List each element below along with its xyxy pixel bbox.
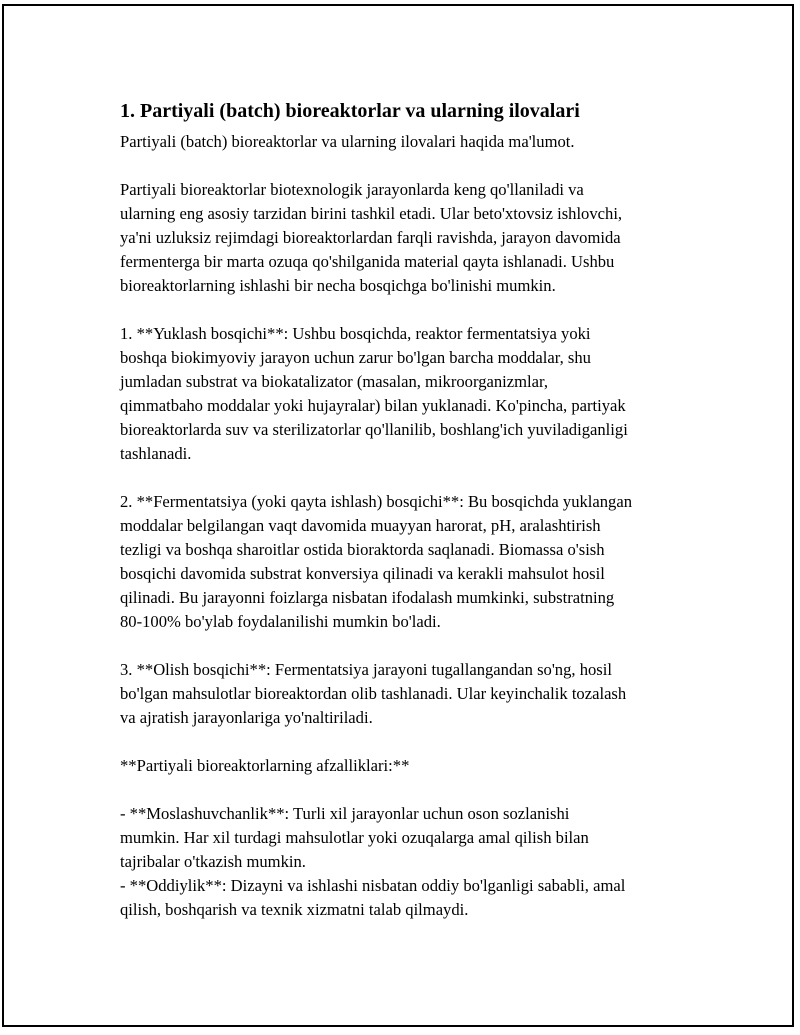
paragraph-line: moddalar belgilangan vaqt davomida muayyan harorat, pH, aralashtirish	[120, 516, 601, 535]
paragraph-line: 3. **Olish bosqichi**: Fermentatsiya jarayoni tugallangandan so'ng, hosil	[120, 660, 612, 679]
paragraph-line: jumladan substrat va biokatalizator (masalan, mikroorganizmlar,	[120, 372, 549, 391]
paragraph-line: ularning eng asosiy tarzidan birini tashkil etadi. Ular beto'xtovsiz ishlovchi,	[120, 204, 623, 223]
blank-line	[120, 466, 700, 490]
paragraph-line: tezligi va boshqa sharoitlar ostida bioraktorda saqlanadi. Biomassa o'sish	[120, 540, 605, 559]
paragraph-line: 1. **Yuklash bosqichi**: Ushbu bosqichda, reaktor fermentatsiya yoki	[120, 324, 591, 343]
paragraph-line: **Partiyali bioreaktorlarning afzalliklari:**	[120, 756, 410, 775]
paragraph-line: bioreaktorlarda suv va sterilizatorlar qo'llanilib, boshlang'ich yuviladiganligi	[120, 420, 628, 439]
paragraph-line: Partiyali bioreaktorlar biotexnologik jarayonlarda keng qo'llaniladi va	[120, 180, 584, 199]
paragraph-line: 2. **Fermentatsiya (yoki qayta ishlash) bosqichi**: Bu bosqichda yuklangan	[120, 492, 633, 511]
blank-line	[120, 298, 700, 322]
paragraph-line: qimmatbaho moddalar yoki hujayralar) bilan yuklanadi. Ko'pincha, partiyak	[120, 396, 626, 415]
blank-line	[120, 154, 700, 178]
paragraph-line: 80-100% bo'ylab foydalanilishi mumkin bo'ladi.	[120, 612, 441, 631]
paragraph-line: boshqa biokimyoviy jarayon uchun zarur bo'lgan barcha moddalar, shu	[120, 348, 591, 367]
blank-line	[120, 730, 700, 754]
paragraph-line: fermenterga bir marta ozuqa qo'shilganida material qayta ishlanadi. Ushbu	[120, 252, 615, 271]
blank-line	[120, 778, 700, 802]
paragraph-line: tashlanadi.	[120, 444, 192, 463]
blank-line	[120, 634, 700, 658]
document-title: 1. Partiyali (batch) bioreaktorlar va ularning ilovalari	[120, 100, 580, 122]
paragraph-line: bosqichi davomida substrat konversiya qilinadi va kerakli mahsulot hosil	[120, 564, 605, 583]
paragraph-line: qilinadi. Bu jarayonni foizlarga nisbatan ifodalash mumkinki, substratning	[120, 588, 615, 607]
paragraph-line: bioreaktorlarning ishlashi bir necha bosqichga bo'linishi mumkin.	[120, 276, 556, 295]
intro-line: Partiyali (batch) bioreaktorlar va ularning ilovalari haqida ma'lumot.	[120, 132, 575, 151]
document-content	[120, 98, 700, 922]
paragraph-line: - **Oddiylik**: Dizayni va ishlashi nisbatan oddiy bo'lganligi sababli, amal	[120, 876, 626, 895]
paragraph-line: va ajratish jarayonlariga yo'naltiriladi.	[120, 708, 373, 727]
document-page	[2, 4, 794, 1027]
paragraph-line: mumkin. Har xil turdagi mahsulotlar yoki ozuqalarga amal qilish bilan	[120, 828, 589, 847]
paragraph-line: - **Moslashuvchanlik**: Turli xil jarayonlar uchun oson sozlanishi	[120, 804, 570, 823]
paragraph-line: qilish, boshqarish va texnik xizmatni talab qilmaydi.	[120, 900, 469, 919]
document-body	[120, 178, 700, 922]
paragraph-line: tajribalar o'tkazish mumkin.	[120, 852, 306, 871]
paragraph-line: bo'lgan mahsulotlar bioreaktordan olib tashlanadi. Ular keyinchalik tozalash	[120, 684, 627, 703]
paragraph-line: ya'ni uzluksiz rejimdagi bioreaktorlardan farqli ravishda, jarayon davomida	[120, 228, 621, 247]
